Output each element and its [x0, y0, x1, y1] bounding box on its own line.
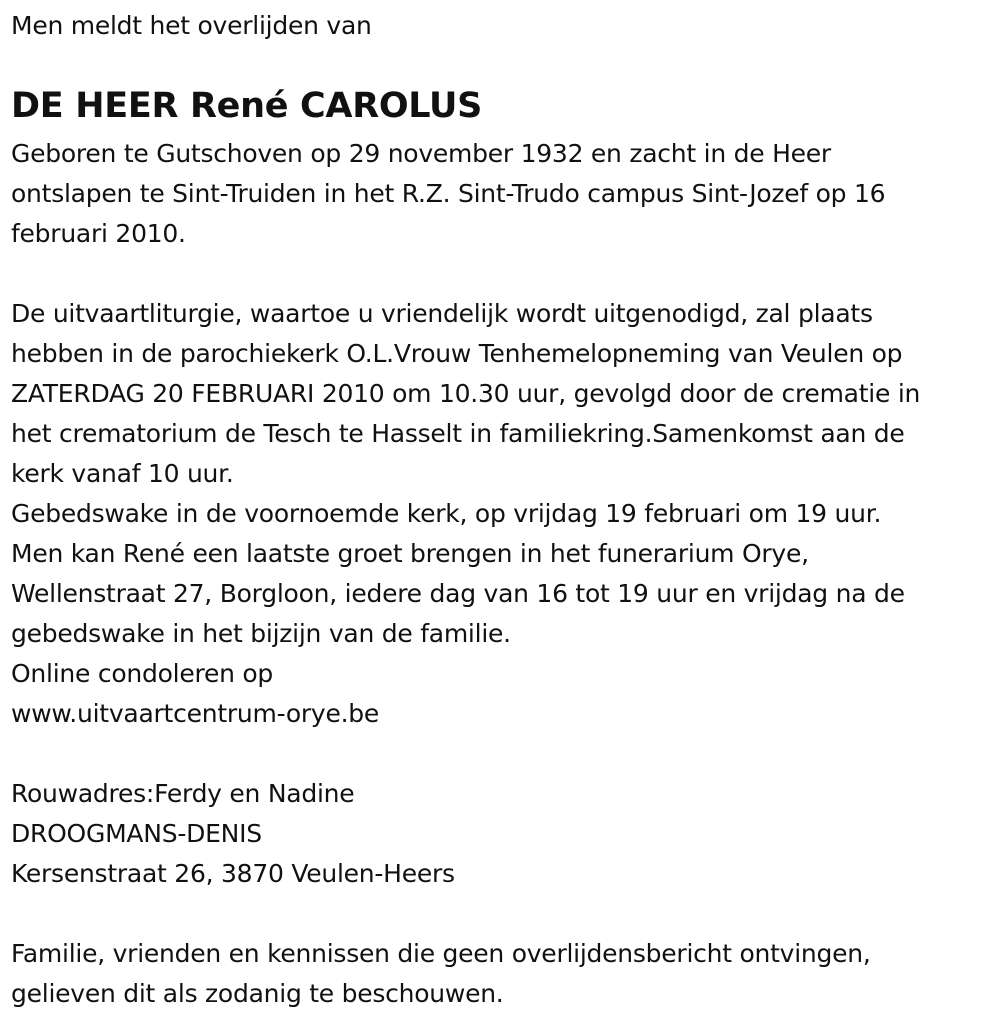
- closing-line: gelieven dit als zodanig te beschouwen.: [11, 979, 504, 1008]
- closing-line: Familie, vrienden en kennissen die geen overlijdensbericht ontvingen,: [11, 939, 871, 968]
- address-line: Rouwadres:Ferdy en Nadine: [11, 779, 355, 808]
- deceased-name: DE HEER René CAROLUS: [11, 86, 483, 126]
- paragraph-line: gebedswake in het bijzijn van de familie.: [11, 619, 511, 648]
- paragraph-line: hebben in de parochiekerk O.L.Vrouw Tenhemelopneming van Veulen op: [11, 339, 903, 368]
- address-line: DROOGMANS-DENIS: [11, 819, 262, 848]
- paragraph-line: februari 2010.: [11, 219, 186, 248]
- paragraph-line: De uitvaartliturgie, waartoe u vriendelijk wordt uitgenodigd, zal plaats: [11, 299, 873, 328]
- intro-text: Men meldt het overlijden van: [11, 11, 372, 40]
- paragraph-line: Geboren te Gutschoven op 29 november 1932 en zacht in de Heer: [11, 139, 831, 168]
- paragraph-line: het crematorium de Tesch te Hasselt in familiekring.Samenkomst aan de: [11, 419, 905, 448]
- birth-death-paragraph: [11, 134, 885, 254]
- mourning-address: [11, 774, 455, 894]
- paragraph-line: Wellenstraat 27, Borgloon, iedere dag van 16 tot 19 uur en vrijdag na de: [11, 579, 905, 608]
- paragraph-line: Men kan René een laatste groet brengen in het funerarium Orye,: [11, 539, 809, 568]
- paragraph-line: ZATERDAG 20 FEBRUARI 2010 om 10.30 uur, gevolgd door de crematie in: [11, 379, 921, 408]
- paragraph-line: Gebedswake in de voornoemde kerk, op vrijdag 19 februari om 19 uur.: [11, 499, 882, 528]
- paragraph-line: kerk vanaf 10 uur.: [11, 459, 234, 488]
- ceremony-paragraph: [11, 294, 920, 734]
- closing-note: [11, 934, 871, 1014]
- address-line: Kersenstraat 26, 3870 Veulen-Heers: [11, 859, 455, 888]
- condolence-website: www.uitvaartcentrum-orye.be: [11, 699, 380, 728]
- paragraph-line: Online condoleren op: [11, 659, 274, 688]
- paragraph-line: ontslapen te Sint-Truiden in het R.Z. Sint-Trudo campus Sint-Jozef op 16: [11, 179, 886, 208]
